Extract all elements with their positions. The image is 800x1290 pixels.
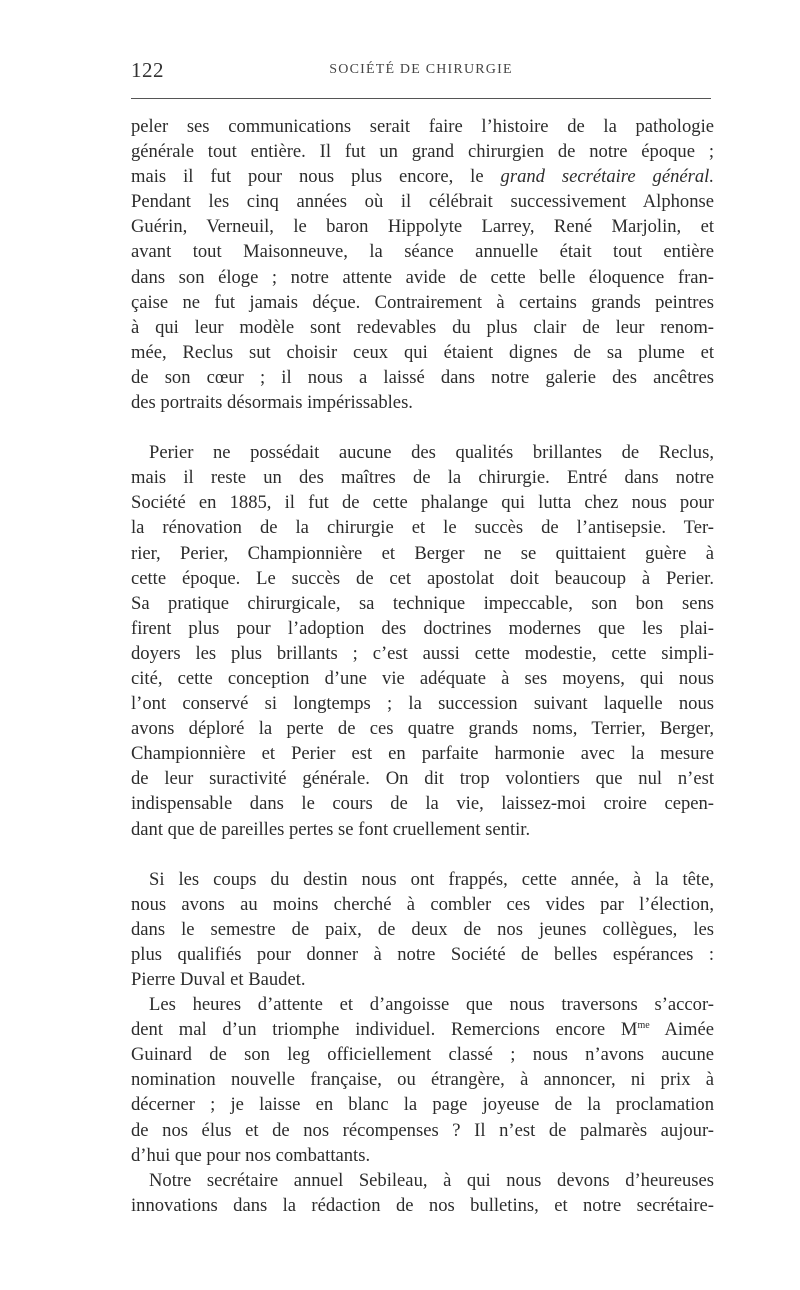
text-line: rier, Perier, Championnière et Berger ne se quittaient guère à — [131, 542, 714, 564]
text-line: Perier ne possédait aucune des qualités brillantes de Reclus, — [149, 442, 714, 464]
text-line: cité, cette conception d’une vie adéquate à ses moyens, qui nous — [131, 667, 714, 689]
text-line: peler ses communications serait faire l’histoire de la pathologie — [131, 116, 714, 137]
text-line: firent plus pour l’adoption des doctrines modernes que les plai- — [131, 617, 714, 639]
text-line: mée, Reclus sut choisir ceux qui étaient dignes de sa plume et — [131, 341, 714, 363]
text-fragment: Aimée — [664, 1019, 714, 1041]
paragraph-gap — [131, 415, 714, 440]
honorific: $M^{me}$ — [620, 1019, 650, 1041]
text-line: avant tout Maisonneuve, la séance annuelle était tout entière — [131, 241, 714, 263]
header-rule — [131, 98, 711, 99]
text-line: de leur suractivité générale. On dit trop volontiers que nul n’est — [131, 768, 714, 790]
text-line: doyers les plus brillants ; c’est aussi cette modestie, cette simpli- — [131, 642, 714, 664]
text-line: Si les coups du destin nous ont frappés, cette année, à la tête, — [149, 868, 714, 890]
text-line: plus qualifiés pour donner à notre Société de belles espérances : — [131, 943, 714, 965]
text-line: innovations dans la rédaction de nos bulletins, et notre secrétaire- — [131, 1194, 714, 1216]
text-line: nomination nouvelle française, ou étrangère, à annoncer, ni prix à — [131, 1069, 714, 1091]
text-line: l’ont conservé si longtemps ; la succession suivant laquelle nous — [131, 693, 714, 715]
paragraph — [131, 992, 714, 1168]
text-line: avons déploré la perte de ces quatre grands noms, Terrier, Berger, — [131, 718, 714, 740]
text-line: Pendant les cinq années où il célébrait successivement Alphonse — [131, 191, 714, 213]
paragraph — [131, 867, 714, 992]
page-header — [131, 58, 711, 86]
text-line: Les heures d’attente et d’angoisse que nous traversons s’accor- — [149, 994, 714, 1016]
text-line: dans son éloge ; notre attente avide de cette belle éloquence fran- — [131, 266, 714, 288]
paragraph-gap — [131, 842, 714, 867]
text-line: dant que de pareilles pertes se font cruellement sentir. — [131, 818, 531, 840]
text-line: à qui leur modèle sont redevables du plus clair de leur renom- — [131, 316, 714, 338]
text-line: çaise ne fut jamais déçue. Contrairement à certains grands peintres — [131, 291, 714, 313]
text-fragment: dent mal d’un triomphe individuel. Remercions encore — [131, 1019, 606, 1041]
text-line: décerner ; je laisse en blanc la page joyeuse de la proclamation — [131, 1094, 714, 1116]
text-line: Sa pratique chirurgicale, sa technique impeccable, son bon sens — [131, 592, 714, 614]
text-line: Championnière et Perier est en parfaite harmonie avec la mesure — [131, 743, 714, 765]
text-line: indispensable dans le cours de la vie, laissez-moi croire cepen- — [131, 793, 714, 815]
text-line — [131, 1017, 714, 1042]
text-line: Notre secrétaire annuel Sebileau, à qui nous devons d’heureuses — [149, 1169, 714, 1191]
paragraph — [131, 114, 714, 415]
paragraph — [131, 440, 714, 842]
text-line: de son cœur ; il nous a laissé dans notre galerie des ancêtres — [131, 366, 714, 388]
text-line: des portraits désormais impérissables. — [131, 392, 413, 414]
text-line: la rénovation de la chirurgie et le succès de l’antisepsie. Ter- — [131, 517, 714, 539]
text-line — [131, 164, 714, 189]
page-number: 122 — [131, 58, 164, 82]
text-line: Guérin, Verneuil, le baron Hippolyte Larrey, René Marjolin, et — [131, 216, 714, 238]
body-text — [131, 114, 714, 1218]
running-head: SOCIÉTÉ DE CHIRURGIE — [329, 62, 513, 77]
text-line: mais il reste un des maîtres de la chirurgie. Entré dans notre — [131, 467, 714, 489]
text-line: nous avons au moins cherché à combler ces vides par l’élection, — [131, 893, 714, 915]
text-line: d’hui que pour nos combattants. — [131, 1144, 371, 1166]
text-line: cette époque. Le succès de cet apostolat doit beaucoup à Perier. — [131, 567, 714, 589]
text-line: de nos élus et de nos récompenses ? Il n’est de palmarès aujour- — [131, 1119, 714, 1141]
text-line: générale tout entière. Il fut un grand chirurgien de notre époque ; — [131, 141, 714, 163]
text-line: Guinard de son leg officiellement classé ; nous n’avons aucune — [131, 1044, 714, 1066]
text-line: Pierre Duval et Baudet. — [131, 969, 306, 990]
italic-title: grand secrétaire général. — [500, 166, 714, 188]
text-line: dans le semestre de paix, de deux de nos jeunes collègues, les — [131, 918, 714, 940]
text-fragment: mais il fut pour nous plus encore, le — [131, 166, 484, 188]
text-line: Société en 1885, il fut de cette phalange qui lutta chez nous pour — [131, 492, 714, 514]
paragraph — [131, 1168, 714, 1218]
